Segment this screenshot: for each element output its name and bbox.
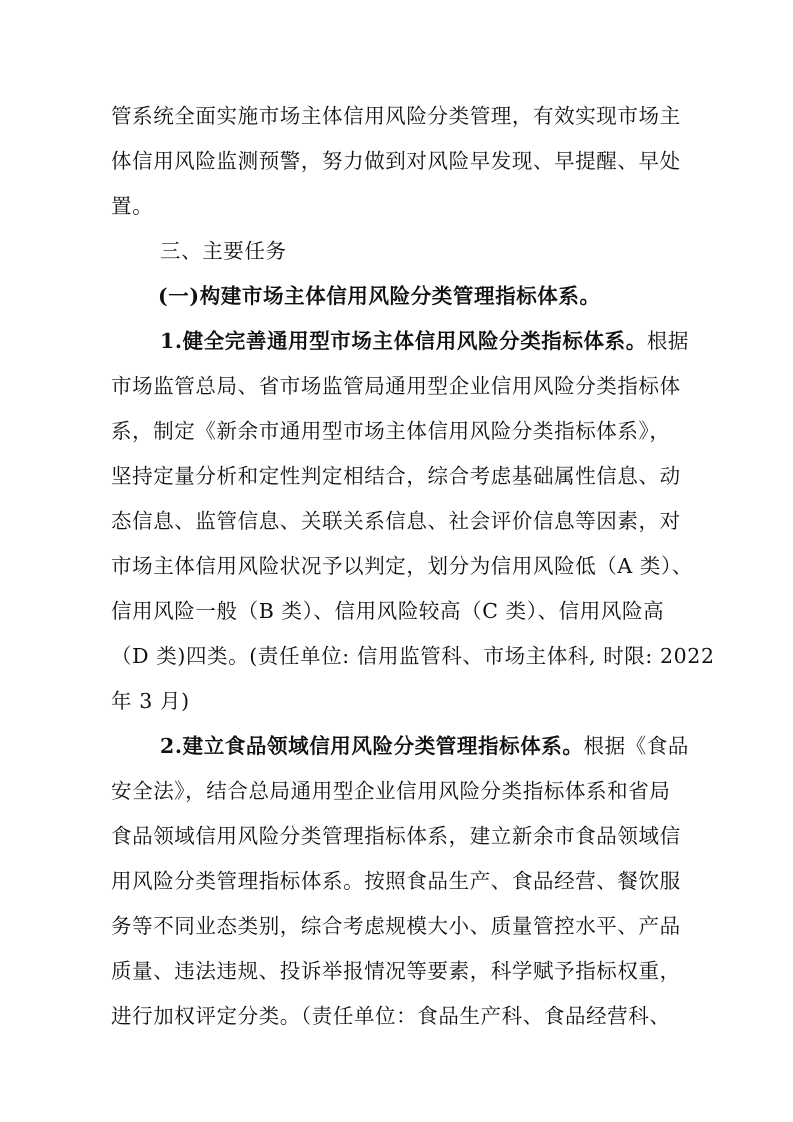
paragraph-line: 坚持定量分析和定性判定相结合，综合考虑基础属性信息、动 — [111, 464, 681, 488]
paragraph-line: 质量、违法违规、投诉举报情况等要素，科学赋予指标权重， — [111, 959, 681, 983]
paragraph-line: 进行加权评定分类。（责任单位：食品生产科、食品经营科、 — [111, 1004, 671, 1028]
item-title: 1.健全完善通用型市场主体信用风险分类指标体系。 — [160, 329, 647, 353]
paragraph-line: 系，制定《新余市通用型市场主体信用风险分类指标体系》， — [111, 419, 671, 443]
item-heading-line — [0, 321, 793, 361]
paragraph-line: 用风险分类管理指标体系。按照食品生产、食品经营、餐饮服 — [111, 869, 681, 893]
paragraph-line: 市场监管总局、省市场监管局通用型企业信用风险分类指标体 — [111, 374, 681, 398]
paragraph-line: （D 类)四类。(责任单位: 信用监管科、市场主体科, 时限: 2022 — [111, 644, 715, 668]
paragraph-line: 置。 — [111, 194, 154, 218]
paragraph-line: 年 3 月) — [111, 689, 190, 713]
subsection-heading: (一)构建市场主体信用风险分类管理指标体系。 — [158, 284, 601, 308]
paragraph-line: 安全法》，结合总局通用型企业信用风险分类指标体系和省局 — [111, 779, 671, 803]
paragraph-line: 体信用风险监测预警，努力做到对风险早发现、早提醒、早处 — [111, 149, 681, 173]
paragraph-line: 务等不同业态类别，综合考虑规模大小、质量管控水平、产品 — [111, 914, 681, 938]
paragraph-line: 食品领域信用风险分类管理指标体系，建立新余市食品领域信 — [111, 824, 681, 848]
item-title: 2.建立食品领域信用风险分类管理指标体系。 — [160, 734, 584, 758]
paragraph-line: 管系统全面实施市场主体信用风险分类管理，有效实现市场主 — [111, 104, 681, 128]
item-text: 根据 — [646, 329, 690, 353]
item-heading-line — [0, 726, 793, 766]
section-heading: 三、主要任务 — [160, 239, 287, 263]
paragraph-line: 态信息、监管信息、关联关系信息、社会评价信息等因素，对 — [111, 509, 681, 533]
item-text: 根据《食品 — [583, 734, 689, 758]
paragraph-line: 市场主体信用风险状况予以判定，划分为信用风险低（A 类）、 — [111, 554, 693, 578]
paragraph-line: 信用风险一般（B 类）、信用风险较高（C 类）、信用风险高 — [111, 599, 665, 623]
